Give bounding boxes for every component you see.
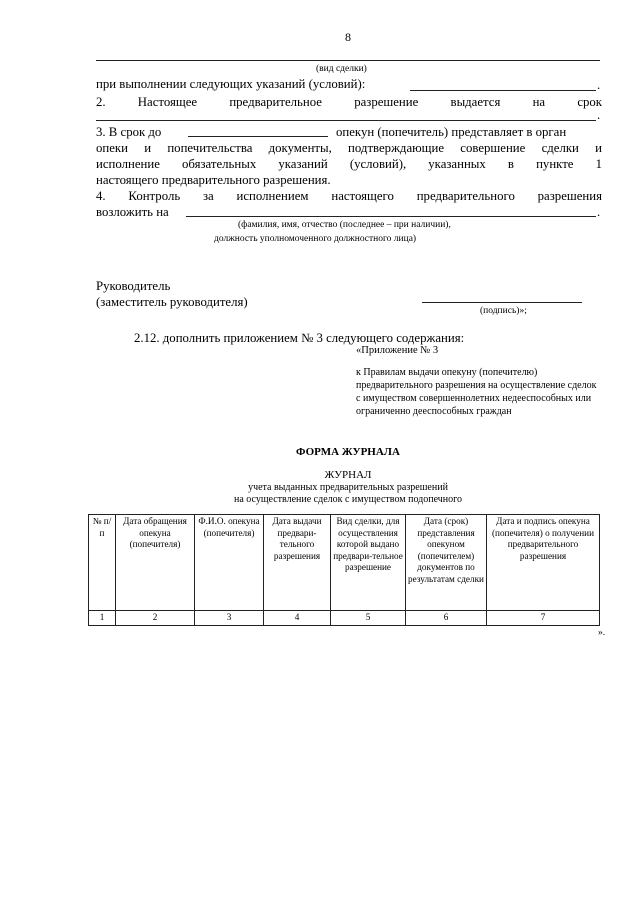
head-title-deputy: (заместитель руководителя) bbox=[96, 295, 248, 309]
conditions-text: при выполнении следующих указаний (условий): bbox=[96, 77, 366, 91]
p2-word: выдается bbox=[450, 95, 501, 109]
table-number-row bbox=[89, 611, 600, 626]
amendment-2-12: 2.12. дополнить приложением № 3 следующего содержания: bbox=[134, 331, 465, 345]
paragraph-3-line-3: исполнение обязательных указаний (условий), указанных в пункте 1 bbox=[96, 157, 602, 171]
conditions-dot: . bbox=[597, 78, 601, 92]
journal-subtitle-2: на осуществление сделок с имуществом подопечного bbox=[233, 494, 463, 505]
number-cell: 2 bbox=[116, 611, 195, 626]
fio-caption-2: должность уполномоченного должностного лица) bbox=[214, 234, 417, 244]
fio-caption-1: (фамилия, имя, отчество (последнее – при наличии), bbox=[238, 220, 451, 230]
official-line bbox=[186, 216, 596, 217]
p2-word: разрешение bbox=[354, 95, 419, 109]
p2-word: на bbox=[532, 95, 546, 109]
deadline-line bbox=[188, 136, 328, 137]
journal-subtitle-1: учета выданных предварительных разрешений bbox=[248, 482, 448, 493]
term-dot: . bbox=[597, 108, 601, 122]
paragraph-3-line-4: настоящего предварительного разрешения. bbox=[96, 173, 331, 187]
header-cell: № п/п bbox=[89, 515, 116, 611]
header-cell: Дата (срок) представления опекуном (попечителем) документов по результатам сделки bbox=[406, 515, 487, 611]
header-cell: Ф.И.О. опекуна (попечителя) bbox=[195, 515, 264, 611]
header-cell: Дата выдачи предвари-тельного разрешения bbox=[264, 515, 331, 611]
paragraph-3-line-2: опеки и попечительства документы, подтверждающие совершение сделки и bbox=[96, 141, 602, 155]
signature-line bbox=[422, 302, 582, 303]
term-line bbox=[96, 120, 596, 121]
paragraph-2-line bbox=[96, 94, 602, 110]
appendix-text: к Правилам выдачи опекуну (попечителю) предварительного разрешения на осуществление сделок с имуществом совершеннолетних недееспособных или ограниченно дееспособных граждан bbox=[356, 367, 597, 417]
page-number: 8 bbox=[345, 30, 351, 44]
deal-type-line bbox=[96, 60, 600, 61]
p2-word: 2. Настоящее bbox=[96, 95, 198, 109]
official-dot: . bbox=[597, 205, 601, 219]
number-cell: 7 bbox=[487, 611, 600, 626]
number-cell: 5 bbox=[331, 611, 406, 626]
form-title: ФОРМА ЖУРНАЛА bbox=[296, 446, 400, 458]
header-cell: Дата и подпись опекуна (попечителя) о получении предварительного разрешения bbox=[487, 515, 600, 611]
paragraph-4-line-1: 4. Контроль за исполнением настоящего предварительного разрешения bbox=[96, 189, 602, 203]
signature-caption: (подпись)»; bbox=[480, 306, 527, 316]
header-cell: Вид сделки, для осуществления которой выдано предвари-тельное разрешение bbox=[331, 515, 406, 611]
p2-word: предварительное bbox=[229, 95, 322, 109]
number-cell: 6 bbox=[406, 611, 487, 626]
header-cell: Дата обращения опекуна (попечителя) bbox=[116, 515, 195, 611]
head-title: Руководитель bbox=[96, 279, 171, 293]
number-cell: 3 bbox=[195, 611, 264, 626]
journal-table bbox=[88, 514, 600, 626]
appendix-title: «Приложение № 3 bbox=[356, 345, 439, 356]
p2-word: срок bbox=[577, 95, 603, 109]
end-mark: ». bbox=[598, 628, 606, 638]
paragraph-3-mid: опекун (попечитель) представляет в орган bbox=[336, 125, 567, 139]
number-cell: 1 bbox=[89, 611, 116, 626]
deal-type-caption: (вид сделки) bbox=[316, 64, 367, 74]
number-cell: 4 bbox=[264, 611, 331, 626]
conditions-line bbox=[410, 90, 596, 91]
paragraph-3-start: 3. В срок до bbox=[96, 125, 162, 139]
journal-title: ЖУРНАЛ bbox=[324, 469, 372, 481]
table-header-row bbox=[89, 515, 600, 611]
paragraph-4-line-2: возложить на bbox=[96, 205, 169, 219]
